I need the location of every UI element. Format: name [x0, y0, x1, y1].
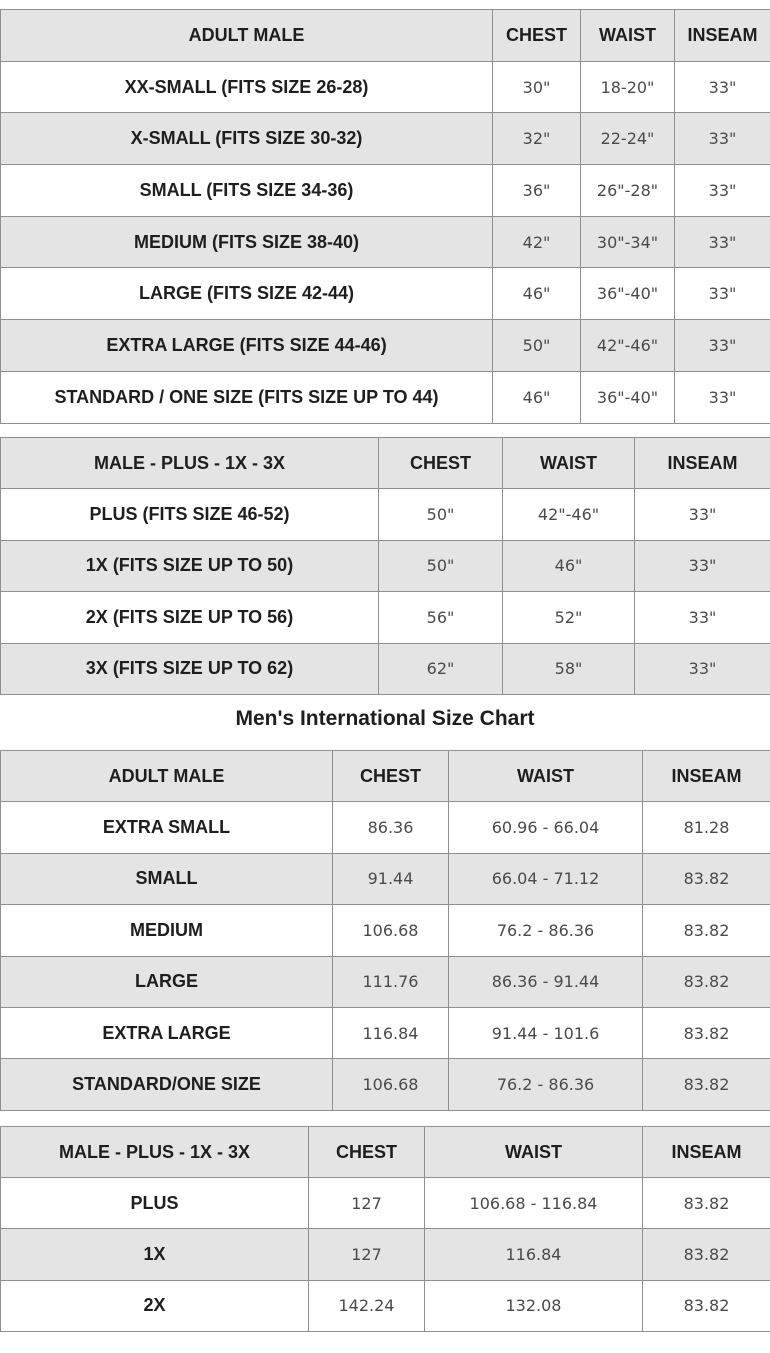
waist-cell: 30"-34"	[581, 216, 675, 268]
column-header-waist: WAIST	[449, 751, 643, 802]
chest-cell: 106.68	[333, 1059, 449, 1110]
waist-cell: 52"	[503, 592, 635, 643]
table-row	[1, 905, 770, 956]
inseam-cell: 83.82	[643, 956, 770, 1007]
size-cell: MEDIUM (FITS SIZE 38-40)	[1, 216, 493, 268]
chest-cell: 86.36	[333, 802, 449, 853]
table-header-row	[1, 1127, 770, 1178]
inseam-cell: 81.28	[643, 802, 770, 853]
table-row	[1, 643, 770, 694]
size-cell: 3X (FITS SIZE UP TO 62)	[1, 643, 379, 694]
us-adult-male-size-table	[0, 9, 770, 424]
inseam-cell: 33"	[635, 592, 770, 643]
inseam-cell: 33"	[675, 268, 770, 320]
chest-cell: 116.84	[333, 1007, 449, 1058]
waist-cell: 132.08	[425, 1280, 643, 1331]
chest-cell: 50"	[379, 540, 503, 591]
inseam-cell: 33"	[675, 165, 770, 217]
chest-cell: 50"	[493, 320, 581, 372]
column-header-waist: WAIST	[581, 10, 675, 62]
table-row	[1, 1007, 770, 1058]
chest-cell: 30"	[493, 61, 581, 113]
column-header-inseam: INSEAM	[635, 438, 770, 489]
us-male-plus-size-table	[0, 437, 770, 695]
table-row	[1, 592, 770, 643]
column-header-size: MALE - PLUS - 1X - 3X	[1, 1127, 309, 1178]
chest-cell: 42"	[493, 216, 581, 268]
intl-male-plus-size-table	[0, 1126, 770, 1332]
size-cell: LARGE	[1, 956, 333, 1007]
size-cell: X-SMALL (FITS SIZE 30-32)	[1, 113, 493, 165]
table-row	[1, 216, 770, 268]
size-cell: LARGE (FITS SIZE 42-44)	[1, 268, 493, 320]
waist-cell: 76.2 - 86.36	[449, 905, 643, 956]
table-row	[1, 1280, 770, 1331]
inseam-cell: 83.82	[643, 1229, 770, 1280]
chest-cell: 127	[309, 1178, 425, 1229]
waist-cell: 86.36 - 91.44	[449, 956, 643, 1007]
size-cell: EXTRA LARGE (FITS SIZE 44-46)	[1, 320, 493, 372]
table-header-row	[1, 751, 770, 802]
chest-cell: 91.44	[333, 853, 449, 904]
column-header-chest: CHEST	[333, 751, 449, 802]
inseam-cell: 33"	[635, 643, 770, 694]
waist-cell: 42"-46"	[581, 320, 675, 372]
size-cell: PLUS (FITS SIZE 46-52)	[1, 489, 379, 540]
waist-cell: 66.04 - 71.12	[449, 853, 643, 904]
size-cell: MEDIUM	[1, 905, 333, 956]
column-header-size: MALE - PLUS - 1X - 3X	[1, 438, 379, 489]
table-row	[1, 1178, 770, 1229]
size-cell: EXTRA SMALL	[1, 802, 333, 853]
intl-adult-male-size-table	[0, 750, 770, 1111]
table-row	[1, 1059, 770, 1110]
size-cell: 2X	[1, 1280, 309, 1331]
column-header-waist: WAIST	[425, 1127, 643, 1178]
column-header-chest: CHEST	[379, 438, 503, 489]
size-cell: XX-SMALL (FITS SIZE 26-28)	[1, 61, 493, 113]
international-size-chart-title: Men's International Size Chart	[235, 707, 535, 730]
chest-cell: 46"	[493, 268, 581, 320]
inseam-cell: 83.82	[643, 1280, 770, 1331]
waist-cell: 60.96 - 66.04	[449, 802, 643, 853]
waist-cell: 76.2 - 86.36	[449, 1059, 643, 1110]
waist-cell: 91.44 - 101.6	[449, 1007, 643, 1058]
chest-cell: 46"	[493, 371, 581, 423]
inseam-cell: 83.82	[643, 1178, 770, 1229]
waist-cell: 46"	[503, 540, 635, 591]
table-row	[1, 802, 770, 853]
inseam-cell: 83.82	[643, 853, 770, 904]
chest-cell: 62"	[379, 643, 503, 694]
column-header-chest: CHEST	[309, 1127, 425, 1178]
chest-cell: 50"	[379, 489, 503, 540]
inseam-cell: 33"	[675, 371, 770, 423]
waist-cell: 26"-28"	[581, 165, 675, 217]
column-header-inseam: INSEAM	[643, 751, 770, 802]
column-header-waist: WAIST	[503, 438, 635, 489]
size-cell: SMALL (FITS SIZE 34-36)	[1, 165, 493, 217]
chest-cell: 111.76	[333, 956, 449, 1007]
chest-cell: 142.24	[309, 1280, 425, 1331]
size-cell: 1X (FITS SIZE UP TO 50)	[1, 540, 379, 591]
inseam-cell: 33"	[635, 540, 770, 591]
inseam-cell: 33"	[635, 489, 770, 540]
waist-cell: 106.68 - 116.84	[425, 1178, 643, 1229]
size-cell: EXTRA LARGE	[1, 1007, 333, 1058]
table-row	[1, 853, 770, 904]
table-row	[1, 113, 770, 165]
table-row	[1, 956, 770, 1007]
waist-cell: 36"-40"	[581, 371, 675, 423]
size-cell: STANDARD / ONE SIZE (FITS SIZE UP TO 44)	[1, 371, 493, 423]
column-header-size: ADULT MALE	[1, 10, 493, 62]
waist-cell: 36"-40"	[581, 268, 675, 320]
inseam-cell: 33"	[675, 61, 770, 113]
size-cell: STANDARD/ONE SIZE	[1, 1059, 333, 1110]
waist-cell: 18-20"	[581, 61, 675, 113]
waist-cell: 42"-46"	[503, 489, 635, 540]
waist-cell: 58"	[503, 643, 635, 694]
table-row	[1, 1229, 770, 1280]
size-cell: 1X	[1, 1229, 309, 1280]
inseam-cell: 33"	[675, 113, 770, 165]
inseam-cell: 83.82	[643, 1007, 770, 1058]
inseam-cell: 83.82	[643, 1059, 770, 1110]
table-row	[1, 489, 770, 540]
size-cell: PLUS	[1, 1178, 309, 1229]
chest-cell: 127	[309, 1229, 425, 1280]
table-row	[1, 540, 770, 591]
table-row	[1, 61, 770, 113]
table-row	[1, 320, 770, 372]
inseam-cell: 33"	[675, 320, 770, 372]
waist-cell: 116.84	[425, 1229, 643, 1280]
column-header-size: ADULT MALE	[1, 751, 333, 802]
column-header-chest: CHEST	[493, 10, 581, 62]
table-row	[1, 371, 770, 423]
chest-cell: 32"	[493, 113, 581, 165]
table-row	[1, 165, 770, 217]
column-header-inseam: INSEAM	[675, 10, 770, 62]
chest-cell: 106.68	[333, 905, 449, 956]
column-header-inseam: INSEAM	[643, 1127, 770, 1178]
waist-cell: 22-24"	[581, 113, 675, 165]
chest-cell: 36"	[493, 165, 581, 217]
size-cell: 2X (FITS SIZE UP TO 56)	[1, 592, 379, 643]
size-cell: SMALL	[1, 853, 333, 904]
table-row	[1, 268, 770, 320]
inseam-cell: 83.82	[643, 905, 770, 956]
chest-cell: 56"	[379, 592, 503, 643]
table-header-row	[1, 10, 770, 62]
inseam-cell: 33"	[675, 216, 770, 268]
table-header-row	[1, 438, 770, 489]
